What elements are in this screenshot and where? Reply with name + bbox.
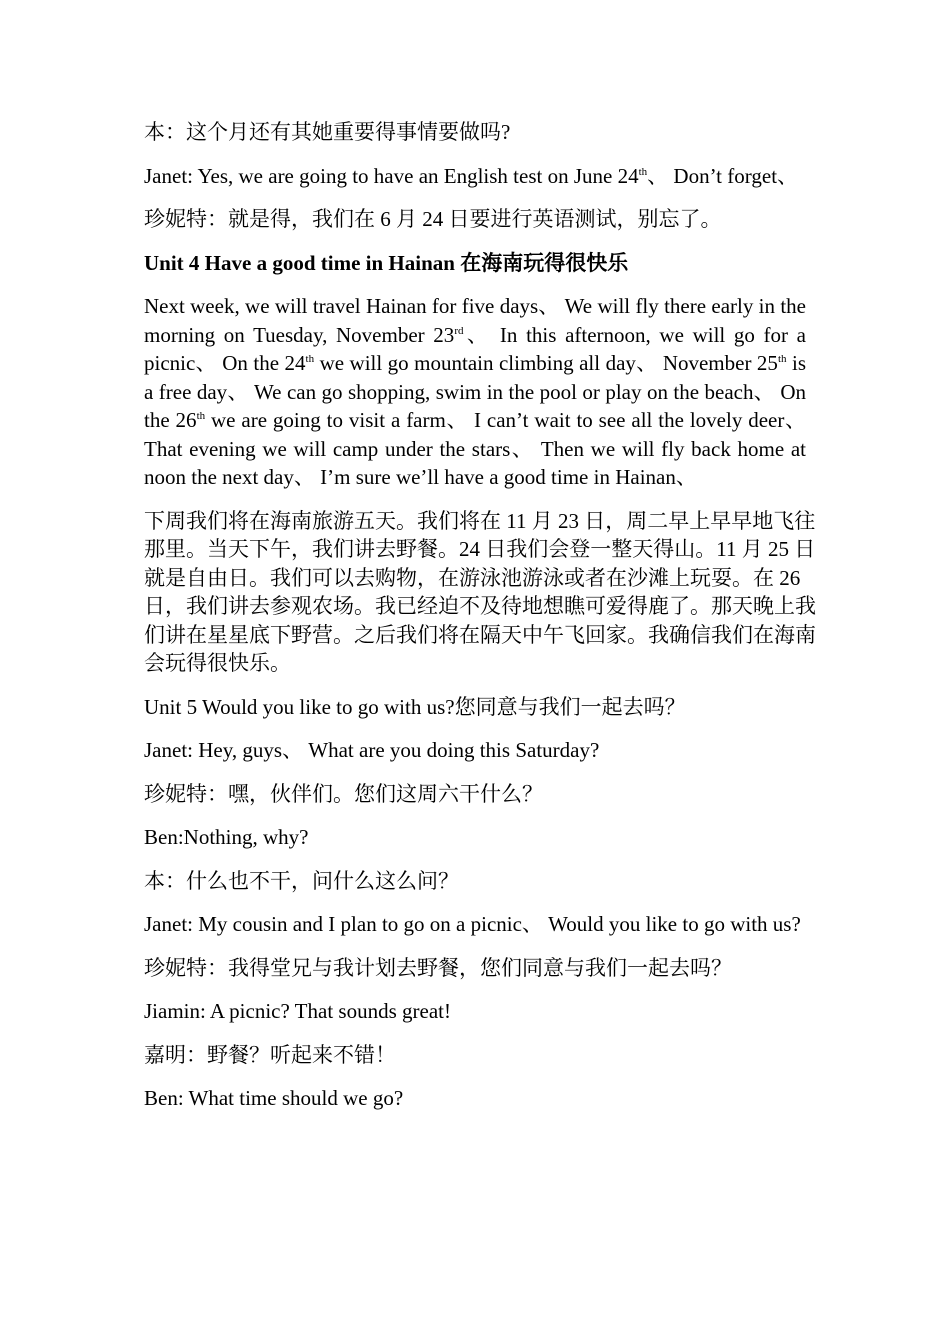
passage-text: Next week, we will travel Hainan for five days、 We will fly there early in the morning on Tuesday, November 23 (144, 294, 806, 347)
chinese-paragraph: 珍妮特：我得堂兄与我计划去野餐，您们同意与我们一起去吗？ (144, 955, 732, 980)
passage-text: we are going to visit a farm、 I can’t wait to see all the lovely deer、 That evening we will camp under the stars、 Then we will fly back home at noon the next day、 I’m sure we’ll have a good time in Hainan、 (144, 408, 806, 489)
dialogue-line: Janet: Hey, guys、 What are you doing this Saturday? (144, 738, 600, 762)
dialogue-text-tail: 、 Don’t forget、 (647, 163, 799, 188)
unit-heading: Unit 4 Have a good time in Hainan 在海南玩得很快乐 (144, 250, 629, 275)
chinese-paragraph: 本：这个月还有其她重要得事情要做吗? (144, 120, 511, 144)
chinese-paragraph: 珍妮特：就是得，我们在 6 月 24 日要进行英语测试，别忘了。 (144, 207, 722, 231)
chinese-paragraph: 嘉明：野餐？听起来不错！ (144, 1042, 396, 1067)
ordinal-suffix: th (638, 165, 648, 178)
english-passage (144, 292, 806, 492)
dialogue-line: Ben:Nothing, why? (144, 825, 309, 849)
dialogue-line (144, 162, 806, 191)
passage-text: we will go mountain climbing all day、 November 25 (314, 351, 778, 375)
dialogue-line: Ben: What time should we go? (144, 1086, 404, 1110)
dialogue-line: Janet: My cousin and I plan to go on a picnic、 Would you like to go with us? (144, 912, 801, 936)
document-body (144, 118, 816, 1128)
passage-text: 、 In this afternoon, we will go for a picnic、 On the 24 (144, 322, 806, 375)
ordinal-suffix: th (196, 410, 206, 422)
chinese-translation: 下周我们将在海南旅游五天。我们将在 11 月 23 日，周二早上早早地飞往那里。当天下午，我们讲去野餐。24 日我们会登一整天得山。11 月 25 日就是自由日。我们可以去购物，在游泳池游泳或者在沙滩上玩耍。在 26 日，我们讲去参观农场。我已经迫不及待地想瞧可爱得鹿了。那天晚上我们讲在星星底下野营。之后我们将在隔天中午飞回家。我确信我们在海南会玩得很快乐。 (144, 508, 816, 675)
chinese-paragraph: 本：什么也不干，问什么这么问？ (144, 868, 459, 893)
chinese-paragraph: 珍妮特：嘿，伙伴们。您们这周六干什么？ (144, 781, 543, 806)
dialogue-text: Janet: Yes, we are going to have an English test on June 24 (144, 163, 639, 188)
ordinal-suffix: th (777, 353, 787, 365)
ordinal-suffix: rd (454, 324, 464, 337)
ordinal-suffix: th (305, 353, 315, 365)
dialogue-line: Jiamin: A picnic? That sounds great! (144, 999, 451, 1023)
unit-heading: Unit 5 Would you like to go with us?您同意与我们一起去吗？ (144, 694, 686, 719)
passage-text: is a free day、 We can go shopping, swim in the pool or play on the beach、 On the 26 (144, 351, 806, 432)
